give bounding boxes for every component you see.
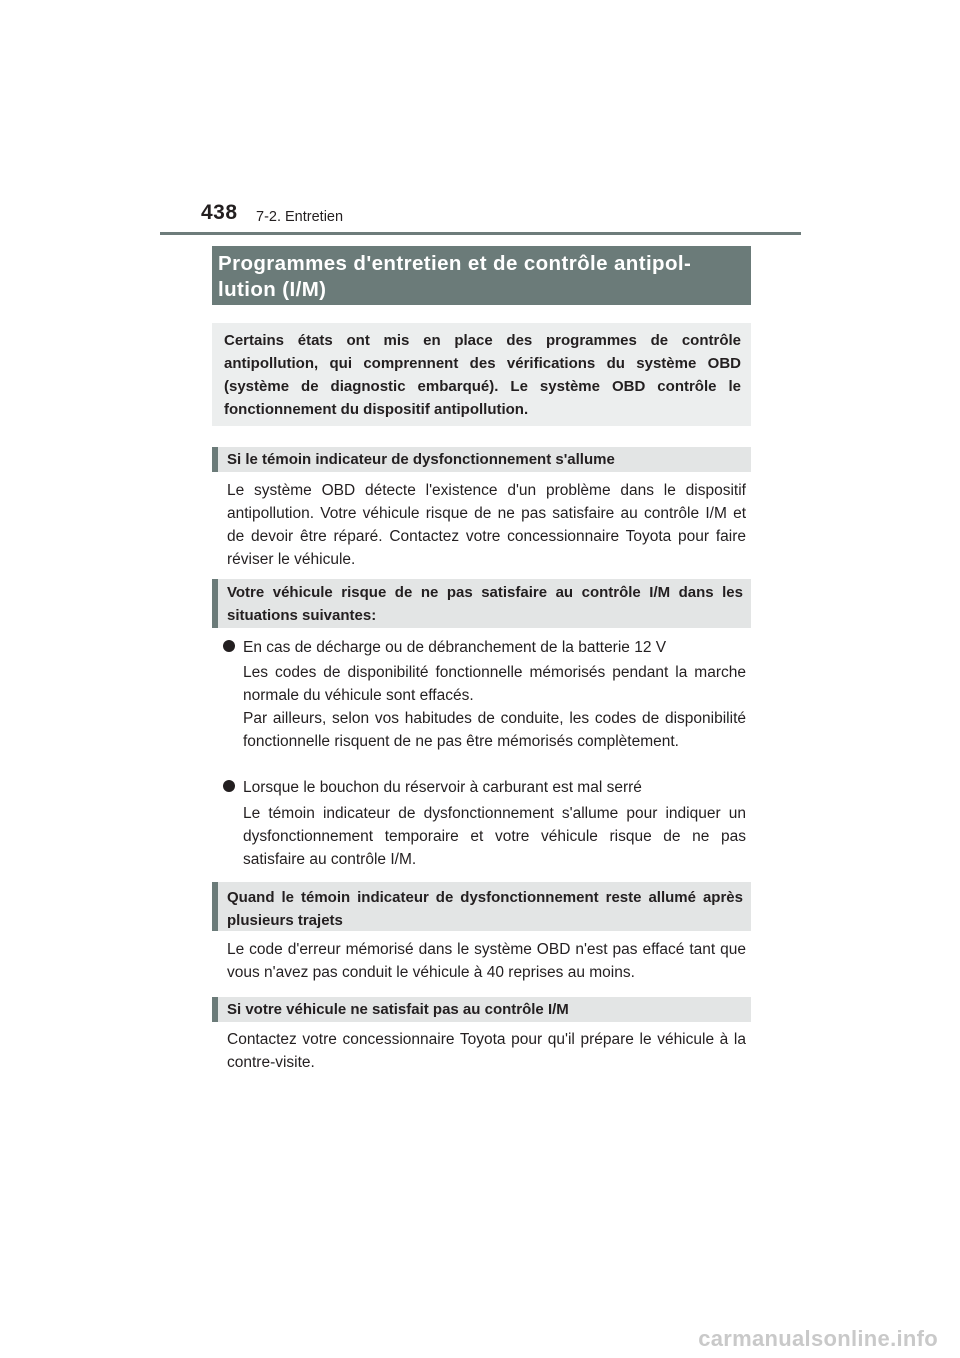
- bullet-fuel-cap: [223, 776, 746, 799]
- paragraph-mil-stays-on: Le code d'erreur mémorisé dans le système OBD n'est pas effacé tant que vous n'avez pas conduit le véhicule à 40 reprises au moins.: [227, 941, 746, 981]
- bullet-battery: [223, 636, 746, 659]
- bullet-icon: [223, 640, 235, 652]
- page-number: 438: [201, 201, 238, 224]
- paragraph-not-passing: Contactez votre concessionnaire Toyota pour qu'il prépare le véhicule à la contre-visite.: [227, 1031, 746, 1071]
- bullet-icon: [223, 780, 235, 792]
- watermark-logo: carmanualsonline.info: [698, 1326, 938, 1351]
- page-title: [212, 246, 751, 305]
- subheading-fail-situations: Votre véhicule risque de ne pas satisfaire au contrôle I/M dans les situations suivantes:: [212, 579, 751, 628]
- intro-box: Certains états ont mis en place des programmes de contrôle antipollution, qui comprennent des vérifications du système OBD (système de diagnostic embarqué). Le système OBD contrôle le fonctionnement du dispositif antipollution.: [212, 323, 751, 426]
- paragraph-battery-1: Les codes de disponibilité fonctionnelle mémorisés pendant la marche normale du véhicule sont effacés.: [243, 664, 746, 704]
- paragraph-fuel-cap: Le témoin indicateur de dysfonctionnement s'allume pour indiquer un dysfonctionnement temporaire et votre véhicule risque de ne pas satisfaire au contrôle I/M.: [243, 805, 746, 868]
- paragraph-mil-on: Le système OBD détecte l'existence d'un problème dans le dispositif antipollution. Votre véhicule risque de ne pas satisfaire au contrôle I/M et de devoir être réparé. Contactez votre concessionnaire Toyota pour faire réviser le véhicule.: [227, 482, 746, 568]
- subheading-not-passing: Si votre véhicule ne satisfait pas au contrôle I/M: [212, 997, 751, 1022]
- subheading-mil-stays-on: Quand le témoin indicateur de dysfonctionnement reste allumé après plusieurs trajets: [212, 882, 751, 931]
- header-divider: [160, 232, 801, 235]
- bullet-label: En cas de décharge ou de débranchement de la batterie 12 V: [243, 639, 667, 656]
- paragraph-battery-2: Par ailleurs, selon vos habitudes de conduite, les codes de disponibilité fonctionnelle risquent de ne pas être mémorisés complètement.: [243, 710, 746, 750]
- bullet-label: Lorsque le bouchon du réservoir à carburant est mal serré: [243, 779, 642, 796]
- subheading-mil-on: Si le témoin indicateur de dysfonctionnement s'allume: [212, 447, 751, 472]
- section-breadcrumb: 7-2. Entretien: [256, 209, 344, 225]
- page-title-line-1: Programmes d'entretien et de contrôle antipol-: [218, 252, 692, 275]
- page-title-line-2: lution (I/M): [218, 278, 327, 301]
